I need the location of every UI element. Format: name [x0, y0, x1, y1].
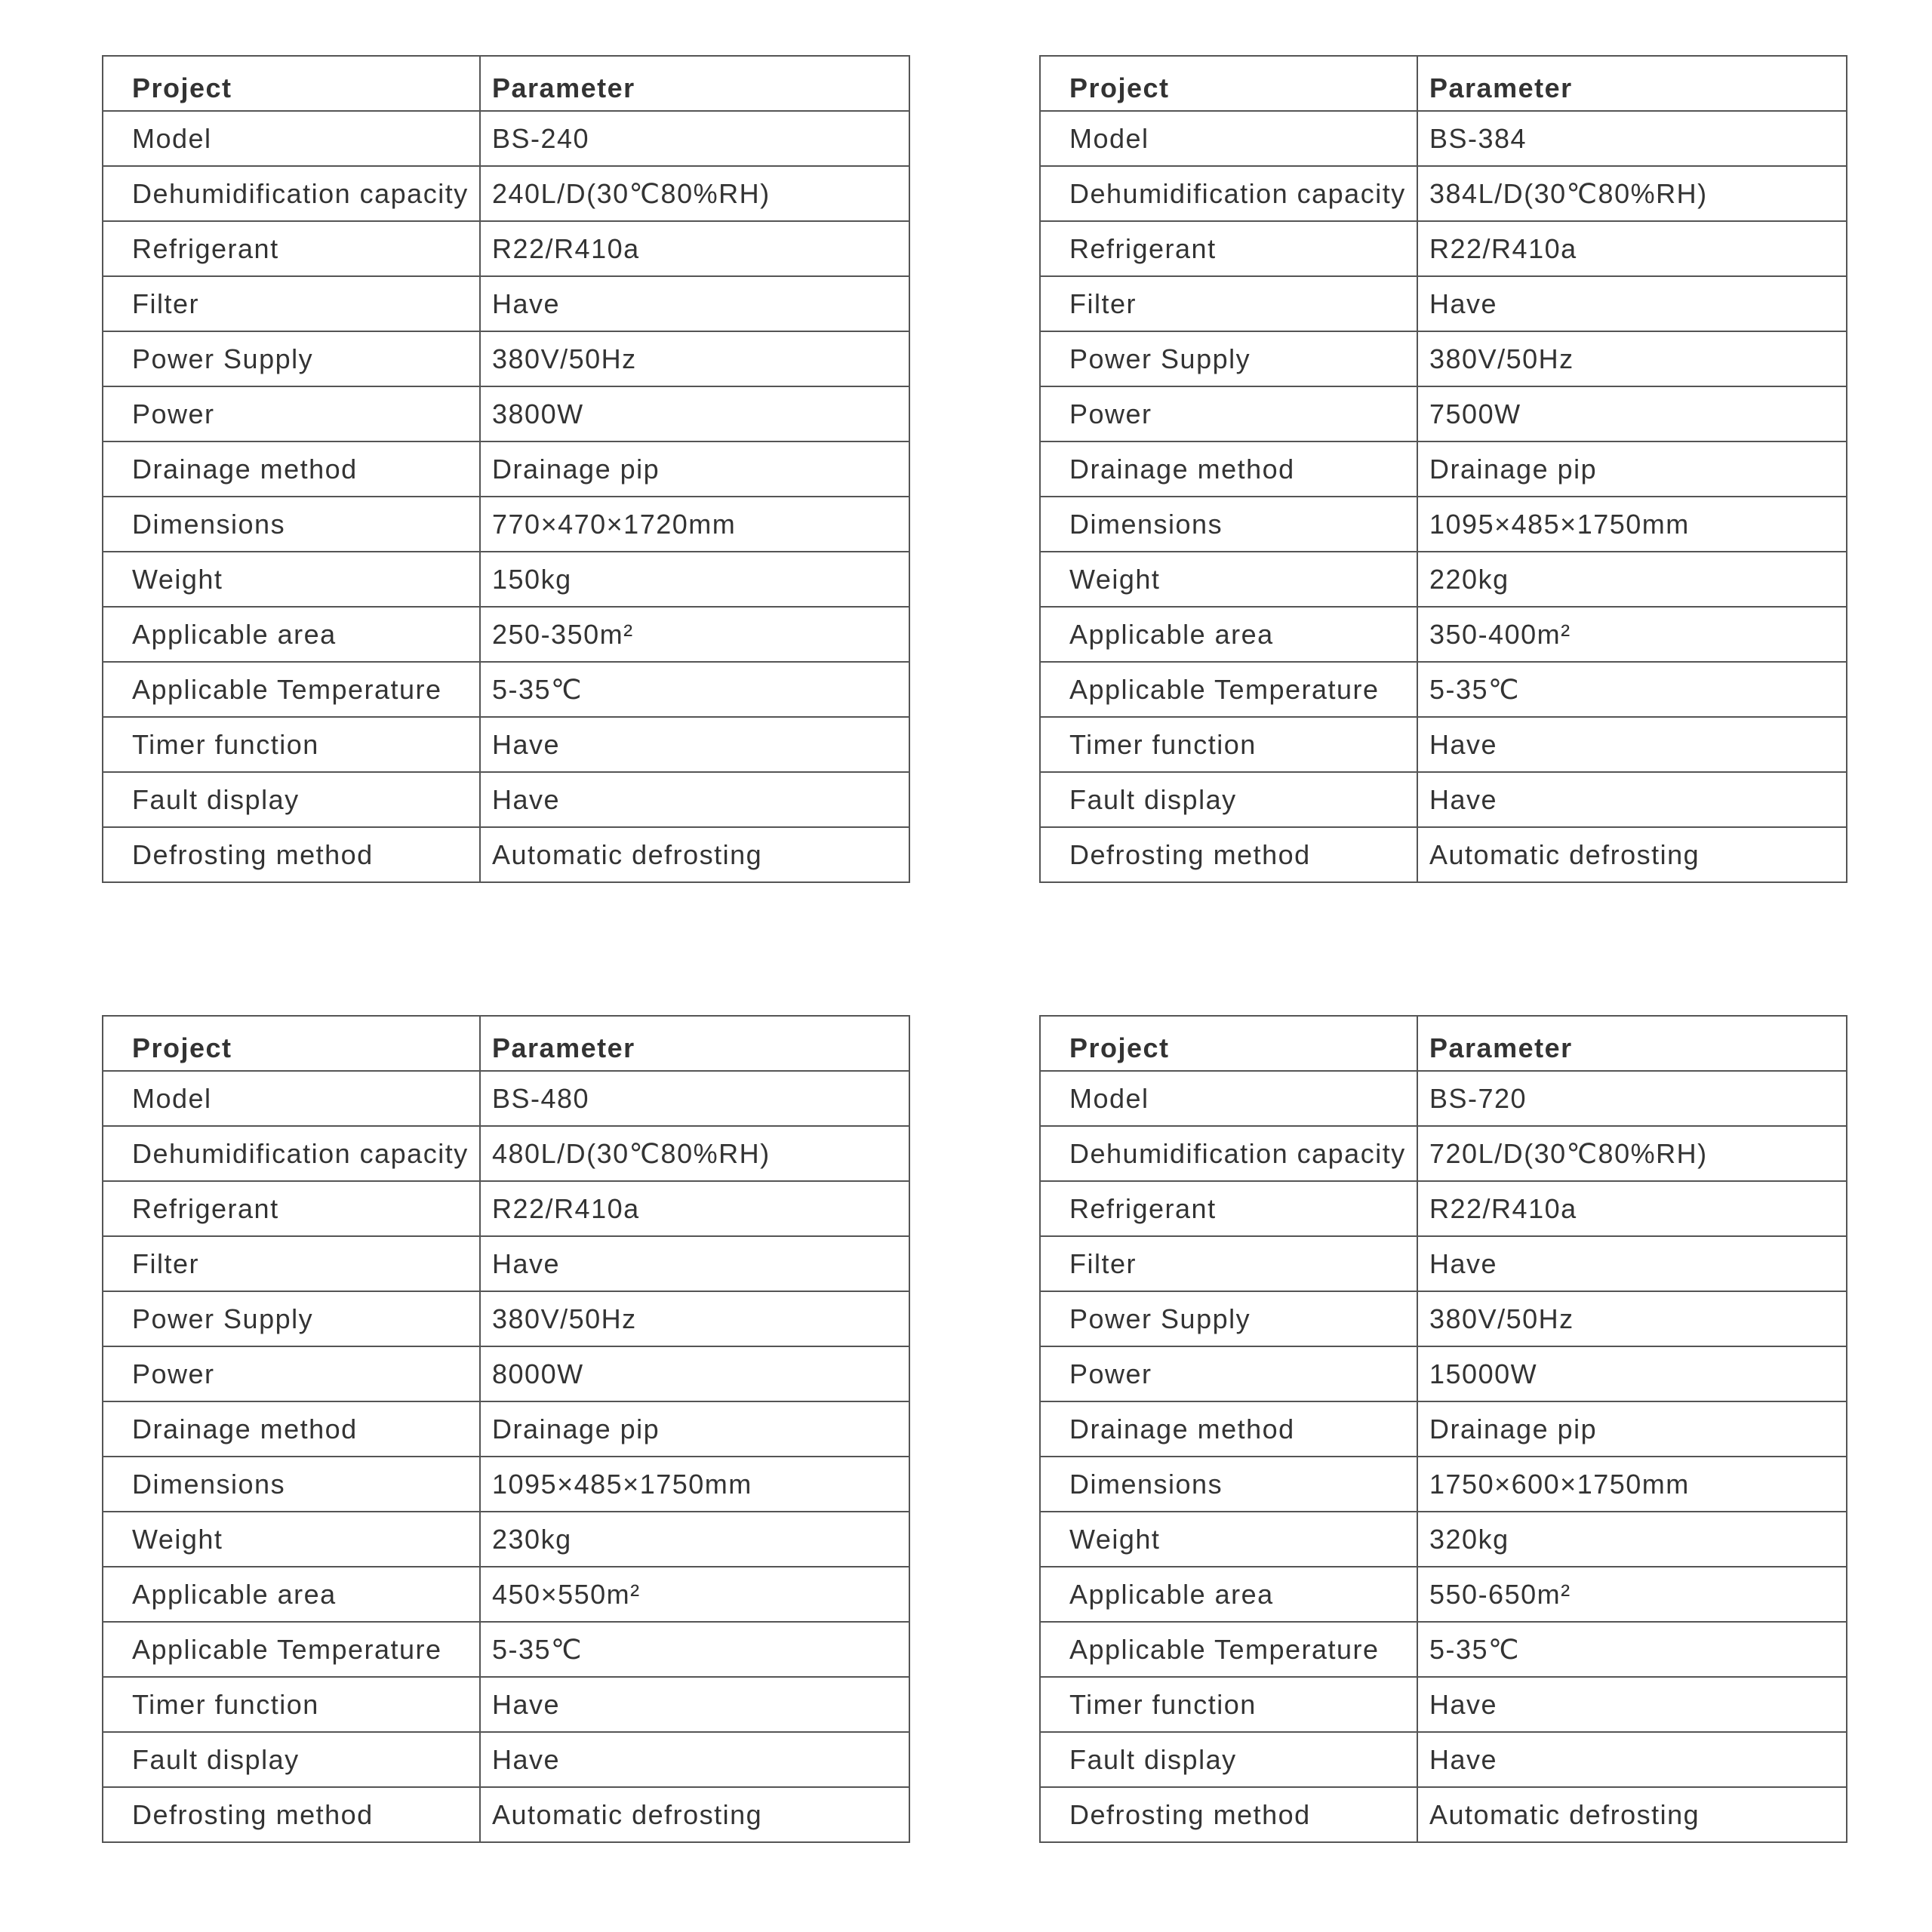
row-label: Applicable area: [103, 1567, 480, 1622]
table-row: [1040, 1677, 1847, 1732]
spec-table-bs-240: [102, 55, 910, 883]
table-row: [103, 1622, 909, 1677]
row-label: Defrosting method: [103, 827, 480, 882]
row-label: Power: [1040, 386, 1417, 441]
table-row: [103, 1236, 909, 1291]
row-label: Power: [1040, 1346, 1417, 1401]
row-value: 1750×600×1750mm: [1417, 1457, 1847, 1512]
table-row: [103, 607, 909, 662]
table-row: [103, 772, 909, 827]
row-label: Timer function: [1040, 717, 1417, 772]
row-label: Power: [103, 1346, 480, 1401]
row-value: 480L/D(30℃80%RH): [480, 1126, 909, 1181]
row-label: Dehumidification capacity: [1040, 166, 1417, 221]
row-value: Automatic defrosting: [480, 1787, 909, 1842]
row-label: Dimensions: [103, 497, 480, 552]
header-parameter: Parameter: [1417, 56, 1847, 111]
row-label: Power Supply: [1040, 1291, 1417, 1346]
row-value: 380V/50Hz: [1417, 1291, 1847, 1346]
row-label: Applicable area: [1040, 607, 1417, 662]
table-row: [103, 386, 909, 441]
row-label: Timer function: [103, 717, 480, 772]
row-value: 230kg: [480, 1512, 909, 1567]
row-value: 550-650m²: [1417, 1567, 1847, 1622]
row-value: 380V/50Hz: [480, 331, 909, 386]
table-header-row: [103, 56, 909, 111]
row-value: R22/R410a: [480, 1181, 909, 1236]
row-label: Applicable Temperature: [1040, 662, 1417, 717]
table-row: [1040, 221, 1847, 276]
table-row: [103, 1787, 909, 1842]
row-label: Weight: [103, 1512, 480, 1567]
row-label: Filter: [1040, 276, 1417, 331]
row-value: 5-35℃: [1417, 662, 1847, 717]
row-value: Have: [1417, 1236, 1847, 1291]
header-project: Project: [103, 56, 480, 111]
table-row: [103, 1346, 909, 1401]
table-row: [1040, 441, 1847, 497]
row-label: Applicable area: [103, 607, 480, 662]
table-row: [103, 1567, 909, 1622]
table-row: [1040, 1787, 1847, 1842]
table-row: [103, 221, 909, 276]
row-label: Power: [103, 386, 480, 441]
table-row: [1040, 827, 1847, 882]
row-label: Model: [1040, 111, 1417, 166]
table-row: [103, 1732, 909, 1787]
row-label: Fault display: [1040, 772, 1417, 827]
row-label: Defrosting method: [1040, 1787, 1417, 1842]
row-value: 250-350m²: [480, 607, 909, 662]
header-project: Project: [1040, 1016, 1417, 1071]
table-row: [1040, 1346, 1847, 1401]
row-label: Weight: [1040, 1512, 1417, 1567]
table-row: [103, 276, 909, 331]
row-label: Dehumidification capacity: [103, 1126, 480, 1181]
row-label: Refrigerant: [103, 1181, 480, 1236]
row-value: 5-35℃: [480, 662, 909, 717]
row-value: 240L/D(30℃80%RH): [480, 166, 909, 221]
row-value: Have: [1417, 772, 1847, 827]
row-value: 384L/D(30℃80%RH): [1417, 166, 1847, 221]
spec-table-bs-480: [102, 1015, 910, 1843]
table-row: [1040, 276, 1847, 331]
row-label: Model: [103, 1071, 480, 1126]
row-value: 3800W: [480, 386, 909, 441]
row-label: Filter: [103, 1236, 480, 1291]
row-label: Applicable Temperature: [103, 662, 480, 717]
row-label: Defrosting method: [103, 1787, 480, 1842]
table-row: [103, 662, 909, 717]
table-row: [103, 1401, 909, 1457]
row-value: Drainage pip: [1417, 441, 1847, 497]
header-parameter: Parameter: [480, 56, 909, 111]
row-value: Automatic defrosting: [1417, 827, 1847, 882]
row-label: Power Supply: [103, 1291, 480, 1346]
row-label: Applicable Temperature: [1040, 1622, 1417, 1677]
table-row: [1040, 552, 1847, 607]
row-label: Fault display: [103, 772, 480, 827]
row-value: R22/R410a: [1417, 221, 1847, 276]
table-row: [103, 552, 909, 607]
row-label: Refrigerant: [1040, 1181, 1417, 1236]
row-value: R22/R410a: [1417, 1181, 1847, 1236]
row-label: Applicable area: [1040, 1567, 1417, 1622]
row-label: Drainage method: [1040, 441, 1417, 497]
row-label: Refrigerant: [103, 221, 480, 276]
row-value: 8000W: [480, 1346, 909, 1401]
row-value: Have: [1417, 1677, 1847, 1732]
row-value: 380V/50Hz: [1417, 331, 1847, 386]
table-row: [1040, 1512, 1847, 1567]
row-label: Weight: [1040, 552, 1417, 607]
row-label: Drainage method: [103, 441, 480, 497]
table-row: [103, 717, 909, 772]
row-label: Power Supply: [1040, 331, 1417, 386]
spec-table-bs-720: [1039, 1015, 1847, 1843]
row-value: Have: [480, 717, 909, 772]
row-value: 5-35℃: [1417, 1622, 1847, 1677]
row-label: Power Supply: [103, 331, 480, 386]
row-value: Drainage pip: [1417, 1401, 1847, 1457]
table-row: [103, 827, 909, 882]
table-row: [1040, 331, 1847, 386]
row-label: Dehumidification capacity: [1040, 1126, 1417, 1181]
row-value: Have: [1417, 1732, 1847, 1787]
header-project: Project: [103, 1016, 480, 1071]
table-row: [1040, 1401, 1847, 1457]
row-label: Dimensions: [1040, 497, 1417, 552]
table-row: [1040, 772, 1847, 827]
row-value: 1095×485×1750mm: [480, 1457, 909, 1512]
table-row: [1040, 607, 1847, 662]
table-row: [103, 166, 909, 221]
row-value: 770×470×1720mm: [480, 497, 909, 552]
header-project: Project: [1040, 56, 1417, 111]
row-value: 220kg: [1417, 552, 1847, 607]
row-label: Fault display: [103, 1732, 480, 1787]
table-row: [103, 111, 909, 166]
row-value: 1095×485×1750mm: [1417, 497, 1847, 552]
table-row: [1040, 717, 1847, 772]
row-label: Refrigerant: [1040, 221, 1417, 276]
table-row: [103, 1512, 909, 1567]
table-row: [103, 1181, 909, 1236]
table-row: [1040, 1126, 1847, 1181]
table-row: [103, 1291, 909, 1346]
row-value: 5-35℃: [480, 1622, 909, 1677]
table-header-row: [103, 1016, 909, 1071]
row-value: 380V/50Hz: [480, 1291, 909, 1346]
table-row: [103, 1126, 909, 1181]
table-row: [103, 1071, 909, 1126]
row-value: BS-240: [480, 111, 909, 166]
row-value: Drainage pip: [480, 1401, 909, 1457]
table-row: [1040, 386, 1847, 441]
row-value: 720L/D(30℃80%RH): [1417, 1126, 1847, 1181]
table-row: [1040, 497, 1847, 552]
table-row: [1040, 1236, 1847, 1291]
row-value: 15000W: [1417, 1346, 1847, 1401]
table-row: [1040, 1457, 1847, 1512]
row-value: R22/R410a: [480, 221, 909, 276]
table-row: [103, 441, 909, 497]
row-label: Model: [1040, 1071, 1417, 1126]
row-label: Dimensions: [1040, 1457, 1417, 1512]
row-value: BS-384: [1417, 111, 1847, 166]
row-label: Filter: [1040, 1236, 1417, 1291]
row-label: Timer function: [103, 1677, 480, 1732]
table-row: [103, 497, 909, 552]
row-value: Have: [480, 1677, 909, 1732]
row-label: Model: [103, 111, 480, 166]
table-row: [103, 1457, 909, 1512]
row-label: Timer function: [1040, 1677, 1417, 1732]
table-header-row: [1040, 1016, 1847, 1071]
row-value: Drainage pip: [480, 441, 909, 497]
row-value: Have: [1417, 276, 1847, 331]
table-row: [1040, 662, 1847, 717]
row-value: 350-400m²: [1417, 607, 1847, 662]
row-label: Dehumidification capacity: [103, 166, 480, 221]
row-value: 7500W: [1417, 386, 1847, 441]
table-row: [1040, 1622, 1847, 1677]
table-row: [1040, 1567, 1847, 1622]
row-value: 450×550m²: [480, 1567, 909, 1622]
row-label: Drainage method: [1040, 1401, 1417, 1457]
header-parameter: Parameter: [480, 1016, 909, 1071]
row-value: Have: [480, 1236, 909, 1291]
row-value: 150kg: [480, 552, 909, 607]
table-row: [1040, 1291, 1847, 1346]
row-value: Automatic defrosting: [480, 827, 909, 882]
row-label: Fault display: [1040, 1732, 1417, 1787]
row-label: Applicable Temperature: [103, 1622, 480, 1677]
table-row: [103, 331, 909, 386]
table-row: [103, 1677, 909, 1732]
spec-table-bs-384: [1039, 55, 1847, 883]
row-label: Defrosting method: [1040, 827, 1417, 882]
row-value: Have: [1417, 717, 1847, 772]
row-value: Have: [480, 1732, 909, 1787]
table-row: [1040, 1181, 1847, 1236]
row-label: Weight: [103, 552, 480, 607]
table-row: [1040, 166, 1847, 221]
row-value: Automatic defrosting: [1417, 1787, 1847, 1842]
row-value: 320kg: [1417, 1512, 1847, 1567]
row-value: Have: [480, 276, 909, 331]
header-parameter: Parameter: [1417, 1016, 1847, 1071]
table-header-row: [1040, 56, 1847, 111]
row-label: Dimensions: [103, 1457, 480, 1512]
row-value: BS-720: [1417, 1071, 1847, 1126]
row-value: Have: [480, 772, 909, 827]
table-row: [1040, 111, 1847, 166]
row-label: Drainage method: [103, 1401, 480, 1457]
table-row: [1040, 1071, 1847, 1126]
row-value: BS-480: [480, 1071, 909, 1126]
row-label: Filter: [103, 276, 480, 331]
table-row: [1040, 1732, 1847, 1787]
